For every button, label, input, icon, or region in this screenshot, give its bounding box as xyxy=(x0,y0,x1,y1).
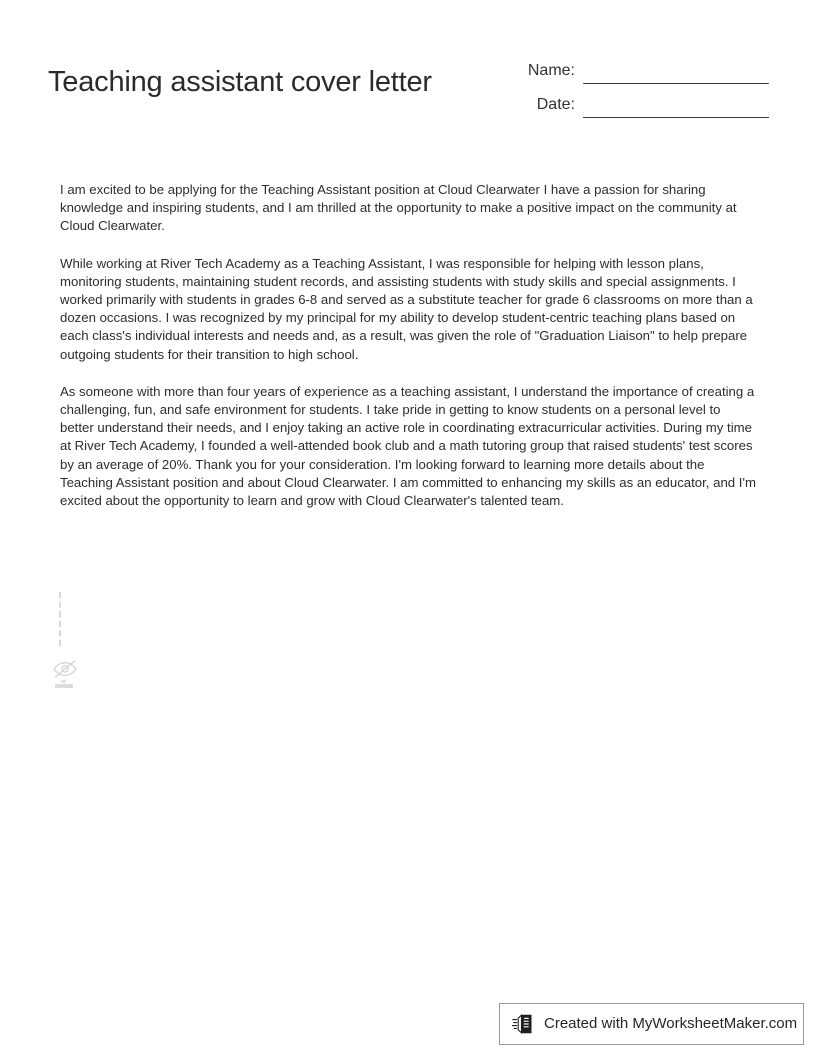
student-info-fields xyxy=(499,50,769,118)
letter-paragraph: As someone with more than four years of experience as a teaching assistant, I understand the importance of creating a challenging, fun, and safe environment for students. I take pride in getting to know students on a personal level to better understand their needs, and I enjoy taking an active role in coordinating extracurricular activities. During my time at River Tech Academy, I founded a well-attended book club and a math tutoring group that raised students' test scores by an average of 20%. Thank you for your consideration. I'm looking forward to learning more details about the Teaching Assistant position and about Cloud Clearwater. I am committed to enhancing my skills as an educator, and I'm excited about the opportunity to learn and grow with Cloud Clearwater's talented team. xyxy=(60,383,756,509)
created-with-badge[interactable] xyxy=(499,1003,804,1045)
marker-bar xyxy=(55,684,73,688)
created-with-label: Created with MyWorksheetMaker.com xyxy=(544,1015,798,1032)
date-field-rule[interactable] xyxy=(583,97,769,118)
worksheet-maker-logo-icon xyxy=(512,1012,536,1036)
letter-body xyxy=(60,181,757,510)
document-header xyxy=(48,44,769,134)
date-field-row xyxy=(499,84,769,118)
name-field-rule[interactable] xyxy=(583,63,769,84)
name-field-row xyxy=(499,50,769,84)
eye-off-icon xyxy=(52,658,78,680)
name-field-label: Name: xyxy=(527,62,575,79)
page-title: Teaching assistant cover letter xyxy=(48,66,432,99)
letter-paragraph: I am excited to be applying for the Teaching Assistant position at Cloud Clearwater I have a passion for sharing knowledge and inspiring students, and I am thrilled at the opportunity to make a positive impact on the community at Cloud Clearwater. xyxy=(60,182,737,234)
letter-paragraph: While working at River Tech Academy as a Teaching Assistant, I was responsible for helping with lesson plans, monitoring students, maintaining student records, and assisting students with study skills and special assignments. I worked primarily with students in grades 6-8 and served as a substitute teacher for grade 6 classrooms on more than a dozen occasions. I was recognized by my principal for my ability to develop student-centric teaching plans based on each class's individual interests and needs and, as a result, was given the role of "Graduation Liaison" to help prepare outgoing students for their transition to high school. xyxy=(60,255,753,362)
hidden-content-marker xyxy=(52,592,82,702)
date-field-label: Date: xyxy=(536,96,575,113)
dashed-divider xyxy=(59,592,61,646)
